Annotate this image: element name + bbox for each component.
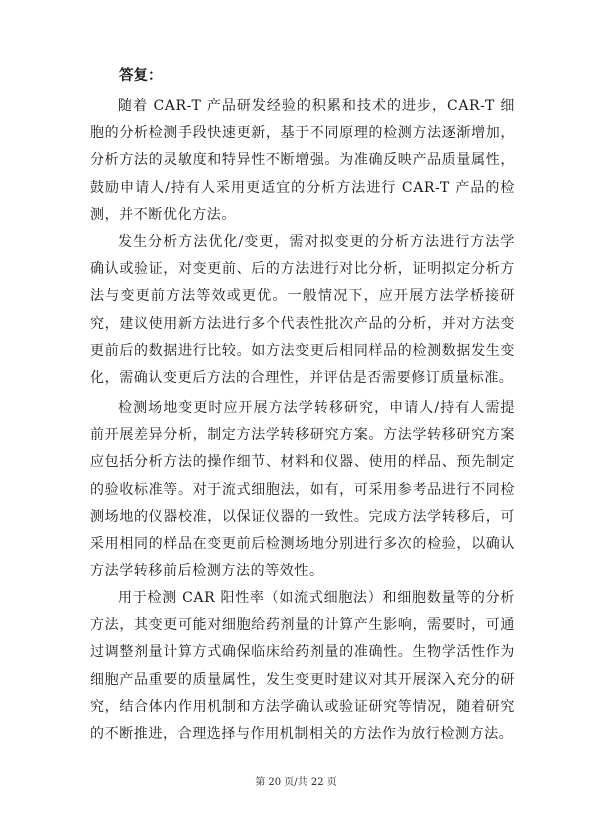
- paragraph-1: 随着 CAR-T 产品研发经验的积累和技术的进步，CAR-T 细胞的分析检测手段快速更新，基于不同原理的检测方法逐渐增加，分析方法的灵敏度和特异性不断增强。为准确反映产品质量属性，鼓励申请人/持有人采用更适宜的分析方法进行 CAR-T 产品的检测，并不断优化方法。: [90, 98, 515, 223]
- answer-heading: 答复：: [119, 67, 163, 84]
- paragraph-3: 检测场地变更时应开展方法学转移研究，申请人/持有人需提前开展差异分析，制定方法学转移研究方案。方法学转移研究方案应包括分析方法的操作细节、材料和仪器、使用的样品、预先制定的验收标准等。对于流式细胞法，如有，可采用参考品进行不同检测场地的仪器校准，以保证仪器的一致性。完成方法学转移后，可采用相同的样品在变更前后检测场地分别进行多次的检验，以确认方法学转移前后检测方法的等效性。: [90, 400, 515, 580]
- page-number-footer: 第 20 页/共 22 页: [255, 777, 337, 788]
- paragraph-4: 用于检测 CAR 阳性率（如流式细胞法）和细胞数量等的分析方法，其变更可能对细胞给药剂量的计算产生影响，需要时，可通过调整剂量计算方式确保临床给药剂量的准确性。生物学活性作为细胞产品重要的质量属性，发生变更时建议对其开展深入充分的研究，结合体内作用机制和方法学确认或验证研究等情况，随着研究的不断推进，合理选择与作用机制相关的方法作为放行检测方法。: [90, 590, 515, 743]
- paragraph-2: 发生分析方法优化/变更，需对拟变更的分析方法进行方法学确认或验证，对变更前、后的方法进行对比分析，证明拟定分析方法与变更前方法等效或更优。一般情况下，应开展方法学桥接研究，建议使用新方法进行多个代表性批次产品的分析，并对方法变更前后的数据进行比较。如方法变更后相同样品的检测数据发生变化，需确认变更后方法的合理性，并评估是否需要修订质量标准。: [90, 234, 515, 387]
